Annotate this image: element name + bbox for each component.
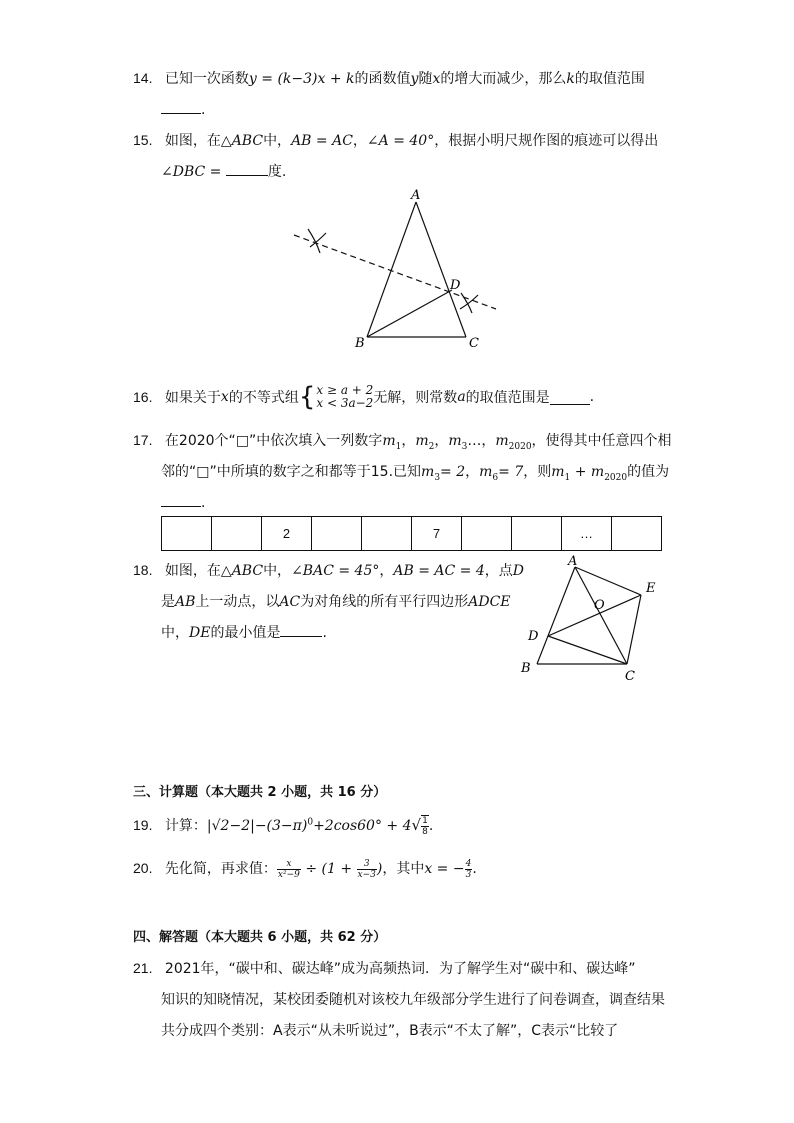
math-expression: △ABC <box>220 563 264 579</box>
answer-blank[interactable] <box>280 622 322 637</box>
question-21-line-2: 知识的知晓情况，某校团委随机对该校九年级部分学生进行了问卷调查，调查结果 <box>161 992 665 1008</box>
box-glyph: □ <box>235 433 250 449</box>
math-var: x <box>220 389 229 405</box>
question-number: 20. <box>133 860 153 876</box>
grid-cell: 2 <box>262 517 312 551</box>
math-expression: ∠DBC = <box>161 164 222 180</box>
question-20 <box>133 858 477 880</box>
question-text: 中， <box>263 133 292 149</box>
brace: { <box>298 382 316 412</box>
fraction <box>357 859 377 880</box>
grid-cell <box>212 517 262 551</box>
math-var: D <box>512 563 524 579</box>
question-text: 中， <box>263 563 292 579</box>
math-expression: = 2 <box>440 464 466 480</box>
segment-ac <box>575 567 627 664</box>
math-var: AC <box>279 594 301 610</box>
question-text: 中， <box>161 625 189 641</box>
question-text: ，使得其中任意四个相 <box>531 433 672 449</box>
grid-cell <box>612 517 662 551</box>
question-number: 19. <box>133 817 153 833</box>
figure-15 <box>280 185 510 355</box>
grid-cell: 7 <box>412 517 462 551</box>
vertex-label-c: C <box>469 336 479 351</box>
subscript: 6 <box>492 472 499 483</box>
period: . <box>472 861 477 877</box>
segment-ec <box>627 595 641 664</box>
question-number: 16. <box>133 389 153 405</box>
operator: + <box>570 464 591 480</box>
question-number: 14. <box>133 70 153 86</box>
question-number: 18. <box>133 562 153 578</box>
vertex-label-a: A <box>568 554 578 569</box>
segment-bd <box>367 290 452 337</box>
numerator: x <box>277 859 301 870</box>
denominator: 8 <box>422 827 428 837</box>
inequality-row: x ≥ a + 2 <box>316 383 374 397</box>
question-18-line-3 <box>161 622 327 642</box>
segment-ac <box>416 202 466 337</box>
denominator: 3 <box>465 869 472 880</box>
question-text: ”中依次填入一列数字 <box>249 433 383 449</box>
question-text: 邻的“ <box>161 464 197 480</box>
math-var: m <box>448 433 462 449</box>
question-text: 的函数值 <box>354 71 411 87</box>
math-expression: +2cos60° + 4 <box>313 818 412 834</box>
math-var: m <box>382 433 396 449</box>
answer-line-14 <box>161 99 205 118</box>
vertex-label-b: B <box>521 661 531 676</box>
math-var: a <box>457 389 466 405</box>
math-var: DE <box>189 625 211 641</box>
question-text: 的不等式组 <box>228 390 299 406</box>
math-var: k <box>566 71 575 87</box>
math-expression: y = (k−3)x + k <box>248 71 355 87</box>
question-text: ”中所填的数字之和都等于15.已知 <box>209 464 422 480</box>
question-text: 如图，在 <box>164 563 221 579</box>
question-text: ， <box>379 563 394 579</box>
denominator: x²−9 <box>277 869 300 880</box>
subscript: 3 <box>461 441 468 452</box>
grid-cell <box>512 517 562 551</box>
superscript: 0 <box>307 817 314 828</box>
question-14 <box>133 68 645 88</box>
subscript: 2 <box>428 441 435 452</box>
math-var: ADCE <box>468 594 511 610</box>
vertex-label-o: O <box>594 598 605 613</box>
question-number: 17. <box>133 432 153 448</box>
question-21-line-3: 共分成四个类别：A表示“从未听说过”，B表示“不太了解”，C表示“比较了 <box>161 1023 619 1039</box>
question-text: 计算： <box>164 818 207 834</box>
punct: ， <box>401 433 416 449</box>
math-expression: |√2−2|−(3−π) <box>206 818 308 834</box>
perpendicular-bisector <box>294 235 496 309</box>
question-text: 先化简，再求值： <box>164 861 277 877</box>
question-text: 为对角线的所有平行四边形 <box>300 594 469 610</box>
numerator: 4 <box>465 858 472 869</box>
vertex-label-a: A <box>411 188 421 203</box>
grid-row <box>162 517 662 551</box>
inequality-system <box>316 384 373 410</box>
grid-cell: … <box>562 517 612 551</box>
question-text: 度. <box>267 164 287 180</box>
answer-blank[interactable] <box>550 390 590 405</box>
segment-ab <box>367 202 416 337</box>
question-text: 随 <box>418 71 433 87</box>
subscript: 1 <box>564 472 571 483</box>
math-var: m <box>479 464 493 480</box>
fraction <box>277 859 301 880</box>
period: . <box>201 495 206 511</box>
number-grid <box>161 516 662 551</box>
question-text: 的取值范围是 <box>465 390 550 406</box>
period: . <box>201 102 206 118</box>
question-text: ，其中 <box>382 861 425 877</box>
grid-cell <box>362 517 412 551</box>
math-expression: x = − <box>424 861 465 877</box>
math-expression: AB = AC = 4 <box>393 563 485 579</box>
question-text: 如图，在 <box>164 133 221 149</box>
question-text: 无解，则常数 <box>373 390 458 406</box>
section-title-answers: 四、解答题（本大题共 6 小题，共 62 分） <box>133 930 387 945</box>
period: . <box>589 389 595 405</box>
question-text: ， <box>352 133 367 149</box>
fraction <box>421 815 429 837</box>
answer-line-17 <box>161 492 205 511</box>
subscript: 3 <box>434 472 441 483</box>
question-text: ，根据小明尺规作图的痕迹可以得出 <box>434 133 659 149</box>
arc-mark <box>461 293 472 313</box>
question-text: 已知一次函数 <box>164 71 249 87</box>
question-text: 2021年，“碳中和、碳达峰”成为高频热词．为了解学生对“碳中和、碳达峰” <box>164 961 636 977</box>
math-expression: AB = AC <box>291 133 353 149</box>
answer-blank[interactable] <box>226 161 268 176</box>
subscript: 2020 <box>508 441 532 452</box>
section-title-calculation: 三、计算题（本大题共 2 小题，共 16 分） <box>133 785 387 800</box>
vertex-label-d: D <box>450 278 461 293</box>
math-expression: ÷ (1 + <box>300 861 357 877</box>
grid-cell <box>312 517 362 551</box>
math-var: m <box>551 464 565 480</box>
numerator: 1 <box>422 816 428 826</box>
sqrt-sign: √ <box>411 816 422 834</box>
vertex-label-e: E <box>646 581 656 596</box>
math-var: y <box>410 71 419 87</box>
question-text: 在2020个“ <box>164 433 236 449</box>
question-text: 的最小值是 <box>210 625 281 641</box>
vertex-label-d: D <box>528 629 539 644</box>
math-var: m <box>590 464 605 480</box>
math-var: m <box>415 433 429 449</box>
question-text: ，则 <box>523 464 552 480</box>
answer-blank[interactable] <box>161 492 201 507</box>
denominator: x−3 <box>357 869 376 880</box>
period: . <box>428 818 434 834</box>
punct: …， <box>467 433 496 449</box>
answer-line-15 <box>161 161 286 181</box>
math-var: AB <box>175 594 196 610</box>
grid-cell <box>462 517 512 551</box>
question-text: 如果关于 <box>164 390 221 406</box>
question-18-line-2 <box>161 591 511 611</box>
question-text: 上一动点，以 <box>195 594 280 610</box>
segment-ae <box>575 567 641 595</box>
box-glyph: □ <box>196 464 210 480</box>
math-var: m <box>495 433 509 449</box>
numerator: 3 <box>357 859 377 870</box>
question-18 <box>133 560 524 580</box>
math-expression: ) <box>376 861 383 877</box>
question-text: ，点 <box>484 563 513 579</box>
segment-ab <box>537 567 575 664</box>
question-17 <box>133 430 672 452</box>
math-expression: ∠BAC = 45° <box>291 563 380 579</box>
math-expression: = 7 <box>498 464 524 480</box>
math-expression: △ABC <box>220 133 264 149</box>
answer-blank[interactable] <box>161 99 201 114</box>
inequality-row: x < 3a−2 <box>316 396 374 410</box>
grid-cell <box>162 517 212 551</box>
question-21 <box>133 958 636 978</box>
question-number: 21. <box>133 960 153 976</box>
subscript: 2020 <box>604 472 628 483</box>
math-var: x <box>432 71 441 87</box>
segment-dc <box>548 636 627 664</box>
question-text: 是 <box>161 594 175 610</box>
question-text: 的增大而减少，那么 <box>440 71 567 87</box>
punct: ， <box>465 464 480 480</box>
math-var: m <box>421 464 435 480</box>
question-number: 15. <box>133 132 153 148</box>
subscript: 1 <box>395 441 402 452</box>
question-text: 的取值范围 <box>574 71 645 87</box>
punct: ， <box>434 433 449 449</box>
period: . <box>322 625 327 641</box>
vertex-label-b: B <box>355 336 365 351</box>
math-expression: ∠A = 40° <box>366 133 435 149</box>
question-16 <box>133 384 594 410</box>
figure-18 <box>512 550 675 685</box>
question-15 <box>133 130 658 150</box>
question-text: 的值为 <box>627 464 670 480</box>
question-17-line-2 <box>161 461 669 483</box>
question-19 <box>133 815 433 837</box>
vertex-label-c: C <box>625 669 635 684</box>
